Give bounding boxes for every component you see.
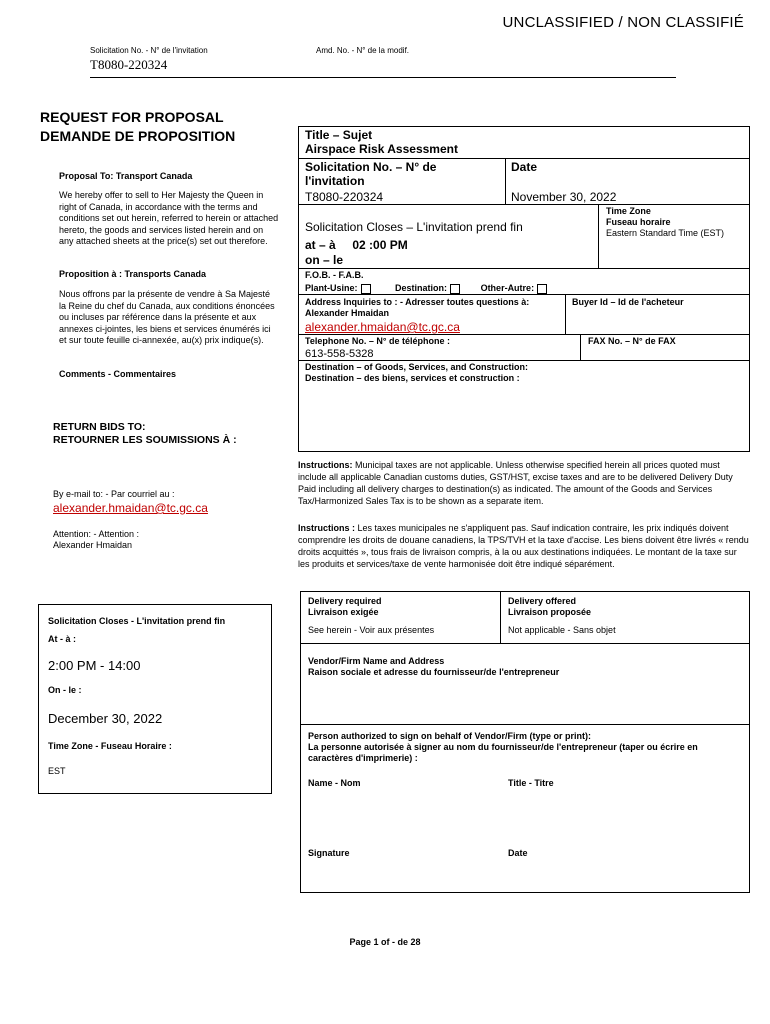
header-divider [90,77,676,78]
amendment-number-label: Amd. No. - N° de la modif. [316,46,410,55]
solicitation-number-label: Solicitation No. - N° de l'invitation [90,46,208,55]
title-field[interactable] [502,792,748,842]
form-divider [298,294,750,295]
form-divider [505,158,506,204]
proposition-to-heading: Proposition à : Transports Canada [59,269,207,279]
telephone-label: Telephone No. – N° de téléphone : [305,336,450,346]
closes-box-title: Solicitation Closes - L'invitation prend fin [48,616,226,626]
destination-label: Destination: [395,283,448,293]
closes-on: on – le [305,253,344,267]
fob-options [305,283,547,294]
closes-timezone-value: EST [48,766,66,776]
proposal-to-heading: Proposal To: Transport Canada [59,171,193,181]
closes-time: 2:00 PM - 14:00 [48,658,141,673]
vendor-name-cell [308,656,559,678]
title-cell [305,128,458,156]
fob-label: F.O.B. - F.A.B. [305,270,364,280]
destination-checkbox[interactable] [450,284,460,294]
instructions-fr-label: Instructions : [298,523,356,533]
vendor-name-field[interactable] [302,680,748,722]
delivery-required-en: Delivery required [308,596,382,606]
signature-date-label: Date [508,848,528,858]
form-divider [300,724,750,725]
instructions-en-label: Instructions: [298,460,353,470]
authorized-person-en: Person authorized to sign on behalf of Vendor/Firm (type or print): [308,731,592,741]
date-label: Date [511,160,538,174]
offer-text-fr: Nous offrons par la présente de vendre à Sa Majesté la Reine du chef du Canada, aux conditions énoncées ou incluses par référence dans la présente et aux annexes ci-jointes, les biens et services énumérés ici et sur toute feuille ci-annexée, au(x) prix indique(s). [59,289,275,345]
name-field[interactable] [302,792,498,842]
buyer-id-label: Buyer Id – Id de l'acheteur [572,297,684,307]
form-divider [298,158,750,159]
classification-banner: UNCLASSIFIED / NON CLASSIFIÉ [502,14,744,31]
signature-date-field[interactable] [502,862,748,890]
delivery-offered-cell [508,596,591,618]
instructions-fr-text: Les taxes municipales ne s'appliquent pas. Sauf indication contraire, les prix indiqués doivent comprendre les droits de douane canadiens, la TPS/TVH et la taxe d'accise. Les biens doivent être livrés « rendu droits acquittés », tous frais de livraison compris, à la ou aux destinations indiquées. Le montant de la taxe sur les produits et services/taxe de vente harmonisée doit être indiqué séparément. [298,523,749,569]
delivery-required-value: See herein - Voir aux présentes [308,625,435,635]
return-email-link[interactable]: alexander.hmaidan@tc.gc.ca [53,501,208,515]
delivery-offered-fr: Livraison proposée [508,607,592,617]
closes-at-time: at – à 02 :00 PM [305,238,408,252]
form-divider [298,268,750,269]
form-divider [500,591,501,643]
vendor-name-fr: Raison sociale et adresse du fournisseur/de l'entrepreneur [308,667,560,677]
document-title [40,108,235,146]
plant-label: Plant-Usine: [305,283,358,293]
title-label-lower: Title - Titre [508,778,554,788]
instructions-en-text: Municipal taxes are not applicable. Unless otherwise specified herein all prices quoted must include all applicable Canadian customs duties, GST/HST, excise taxes and are to be delivered Delivery Duty Paid including all delivery charges to destination(s) as indicated. The amount of the Goods and Services Tax/Harmonized Sales Tax is to be shown as a separate item. [298,460,733,506]
date-value: November 30, 2022 [511,190,617,204]
name-label: Name - Nom [308,778,361,788]
attention-name: Alexander Hmaidan [53,540,133,550]
closes-date: December 30, 2022 [48,711,163,726]
form-divider [298,204,750,205]
timezone-cell [606,206,724,239]
attention-block [53,529,139,551]
telephone-value: 613-558-5328 [305,348,374,360]
document-title-en: REQUEST FOR PROPOSAL [40,109,224,125]
other-label: Other-Autre: [480,283,535,293]
delivery-required-fr: Livraison exigée [308,607,379,617]
timezone-value: Eastern Standard Time (EST) [606,228,725,238]
destination-cell [305,362,528,384]
solicitation-number-cell [305,160,436,188]
delivery-offered-value: Not applicable - Sans objet [508,625,616,635]
destination-goods-fr: Destination – des biens, services et construction : [305,373,520,383]
email-label: By e-mail to: - Par courriel au : [53,489,175,499]
closes-label: Solicitation Closes – L'invitation prend fin [305,220,523,234]
closes-timezone-label: Time Zone - Fuseau Horaire : [48,741,172,751]
closes-on-label: On - le : [48,685,82,695]
fax-label: FAX No. – N° de FAX [588,336,676,346]
instructions-en [298,460,750,508]
form-divider [298,334,750,335]
return-bids-en: RETURN BIDS TO: [53,421,146,433]
return-bids-fr: RETOURNER LES SOUMISSIONS À : [53,434,237,446]
timezone-label-en: Time Zone [606,206,651,216]
offer-text-en: We hereby offer to sell to Her Majesty the Queen in right of Canada, in accordance with the terms and conditions set out herein, referred to herein or attached hereto, the goods and services listed herein and on any attached sheets at the price(s) set out therefore. [59,190,279,246]
solicitation-number-label-1: Solicitation No. – N° de [305,160,437,174]
header-solicitation-number: T8080-220324 [90,57,168,72]
destination-goods-en: Destination – of Goods, Services, and Construction: [305,362,529,372]
return-bids-heading [53,421,237,447]
form-divider [300,643,750,644]
address-inquiries-label: Address Inquiries to : - Adresser toutes questions à: [305,297,530,307]
solicitation-closes-box [38,604,272,794]
authorized-person-fr: La personne autorisée à signer au nom du fournisseur/de l'entrepreneur (taper ou écrire en caractères d'imprimerie) : [308,742,698,763]
attention-label: Attention: - Attention : [53,529,140,539]
form-divider [598,204,599,268]
solicitation-number-value: T8080-220324 [305,190,384,204]
delivery-offered-en: Delivery offered [508,596,577,606]
delivery-required-cell [308,596,382,618]
instructions-fr [298,523,750,571]
solicitation-number-label-2: l'invitation [305,174,365,188]
page-number: Page 1 of - de 28 [349,937,421,947]
closes-at-label: At - à : [48,634,76,644]
title-value: Airspace Risk Assessment [305,142,458,156]
timezone-label-fr: Fuseau horaire [606,217,671,227]
contact-name: Alexander Hmaidan [305,308,390,318]
contact-email-link[interactable]: alexander.hmaidan@tc.gc.ca [305,320,460,334]
form-divider [580,334,581,360]
other-checkbox[interactable] [537,284,547,294]
signature-label: Signature [308,848,350,858]
form-divider [565,294,566,334]
comments-heading: Comments - Commentaires [59,369,177,379]
plant-checkbox[interactable] [361,284,371,294]
vendor-name-en: Vendor/Firm Name and Address [308,656,445,666]
title-label: Title – Sujet [305,128,373,142]
document-title-fr: DEMANDE DE PROPOSITION [40,128,236,144]
signature-field[interactable] [302,862,498,890]
form-divider [298,360,750,361]
authorized-person-cell [308,731,740,764]
